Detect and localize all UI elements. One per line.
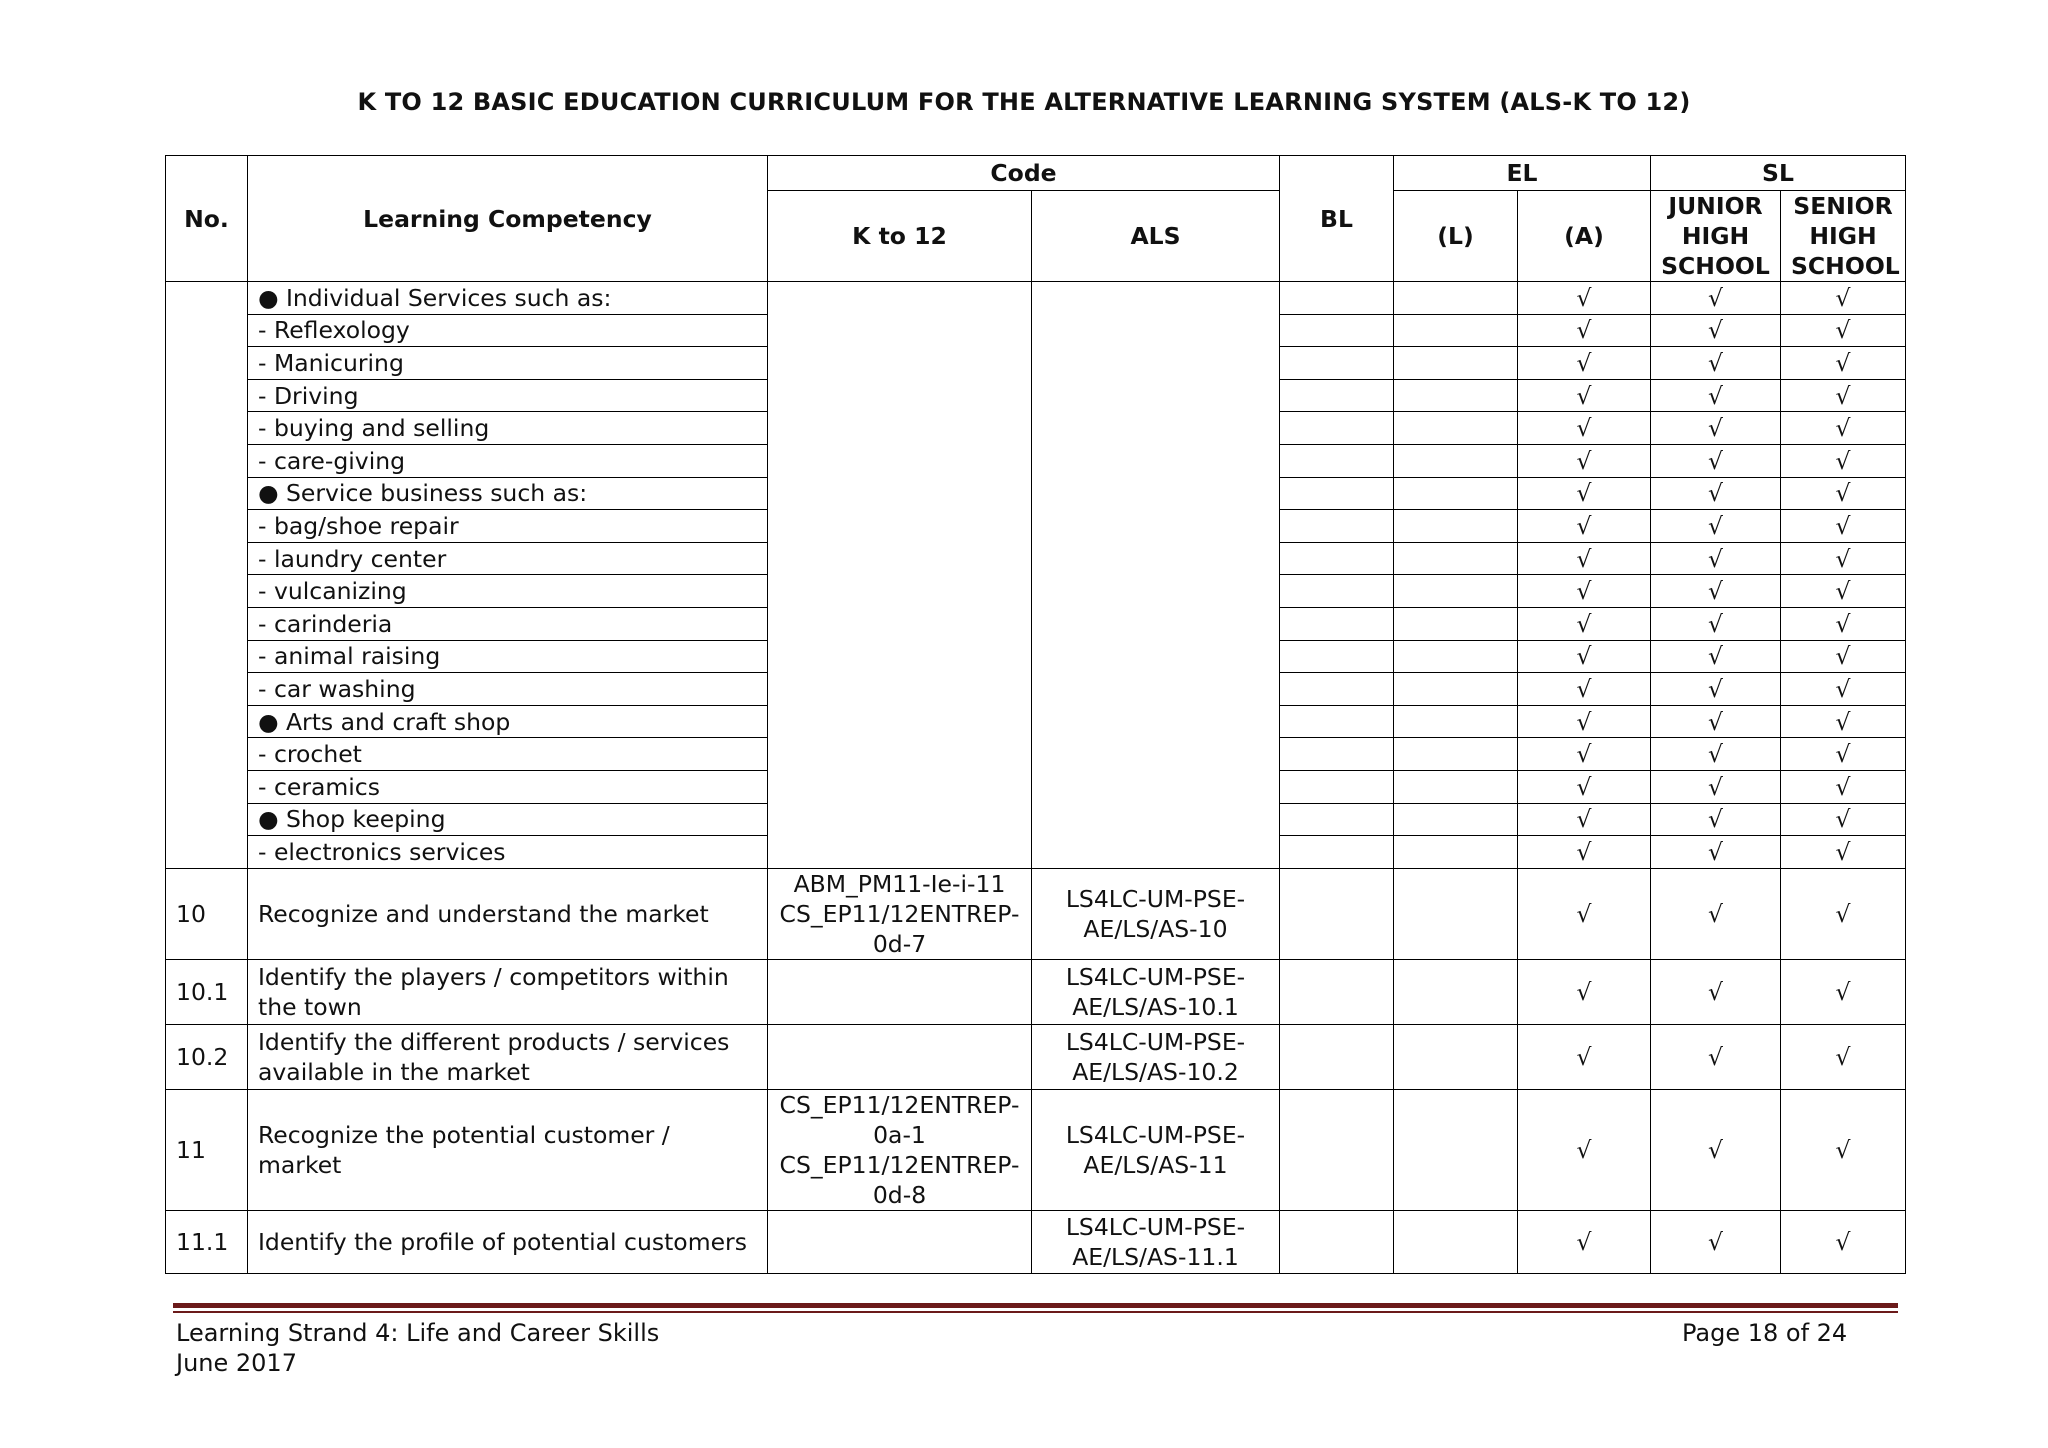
footer-rule [173,1303,1898,1308]
el-a-check: √ [1518,640,1651,673]
shs-check: √ [1781,1024,1906,1089]
no-cell-empty [166,282,248,869]
shs-check: √ [1781,803,1906,836]
shs-check: √ [1781,607,1906,640]
header-k-to-12: K to 12 [768,191,1032,282]
el-a-check: √ [1518,705,1651,738]
el-a-check: √ [1518,510,1651,543]
row-number: 11 [166,1089,248,1210]
sub-item-text: - electronics services [248,836,768,869]
el-l-cell [1394,607,1518,640]
als-code: LS4LC-UM-PSE-AE/LS/AS-10.2 [1032,1024,1280,1089]
als-code: LS4LC-UM-PSE-AE/LS/AS-11 [1032,1089,1280,1210]
competency-row [166,959,1906,1024]
bl-cell [1280,510,1394,543]
el-l-cell [1394,705,1518,738]
footer-left [176,1318,659,1378]
el-a-check: √ [1518,738,1651,771]
jhs-check: √ [1651,868,1781,959]
k12-code: ABM_PM11-Ie-i-11 CS_EP11/12ENTREP-0d-7 [768,868,1032,959]
shs-check: √ [1781,575,1906,608]
learning-competency: Identify the different products / services available in the market [248,1024,768,1089]
el-l-cell [1394,803,1518,836]
curriculum-table [165,155,1906,1274]
jhs-check: √ [1651,640,1781,673]
sub-item-text: - buying and selling [248,412,768,445]
shs-check: √ [1781,1089,1906,1210]
bl-cell [1280,314,1394,347]
el-l-cell [1394,510,1518,543]
el-a-check: √ [1518,803,1651,836]
bl-cell [1280,607,1394,640]
shs-check: √ [1781,836,1906,869]
jhs-check: √ [1651,510,1781,543]
sub-item-text: - bag/shoe repair [248,510,768,543]
bl-cell [1280,282,1394,315]
table-header [166,156,1906,282]
shs-check: √ [1781,282,1906,315]
el-a-check: √ [1518,959,1651,1024]
el-l-cell [1394,412,1518,445]
header-el-a: (A) [1518,191,1651,282]
jhs-check: √ [1651,607,1781,640]
sub-item-text: - animal raising [248,640,768,673]
jhs-check: √ [1651,770,1781,803]
als-code: LS4LC-UM-PSE-AE/LS/AS-10.1 [1032,959,1280,1024]
jhs-check: √ [1651,1089,1781,1210]
competency-rows-body [166,868,1906,1273]
shs-check: √ [1781,314,1906,347]
el-a-check: √ [1518,1210,1651,1273]
el-l-cell [1394,836,1518,869]
sub-item-text: ● Arts and craft shop [248,705,768,738]
bl-cell [1280,738,1394,771]
als-code: LS4LC-UM-PSE-AE/LS/AS-11.1 [1032,1210,1280,1273]
jhs-check: √ [1651,738,1781,771]
competency-row [166,1024,1906,1089]
el-l-cell [1394,673,1518,706]
el-l-cell [1394,640,1518,673]
shs-check: √ [1781,868,1906,959]
jhs-check: √ [1651,959,1781,1024]
header-no: No. [166,156,248,282]
bl-cell [1280,575,1394,608]
jhs-check: √ [1651,803,1781,836]
bl-cell [1280,542,1394,575]
shs-check: √ [1781,959,1906,1024]
bl-cell [1280,640,1394,673]
sub-item-text: - Manicuring [248,347,768,380]
sub-item-text: - Reflexology [248,314,768,347]
sub-item-text: - carinderia [248,607,768,640]
el-l-cell [1394,477,1518,510]
learning-competency: Identify the players / competitors within the town [248,959,768,1024]
bl-cell [1280,1024,1394,1089]
el-a-check: √ [1518,836,1651,869]
el-a-check: √ [1518,868,1651,959]
shs-check: √ [1781,1210,1906,1273]
sub-item-row [166,282,1906,315]
sub-item-text: - Driving [248,379,768,412]
row-number: 10.1 [166,959,248,1024]
header-bl: BL [1280,156,1394,282]
el-a-check: √ [1518,607,1651,640]
el-a-check: √ [1518,412,1651,445]
jhs-check: √ [1651,444,1781,477]
jhs-check: √ [1651,412,1781,445]
bl-cell [1280,836,1394,869]
jhs-check: √ [1651,542,1781,575]
shs-check: √ [1781,379,1906,412]
bl-cell [1280,1210,1394,1273]
bl-cell [1280,959,1394,1024]
el-a-check: √ [1518,444,1651,477]
shs-check: √ [1781,412,1906,445]
learning-competency: Recognize the potential customer / market [248,1089,768,1210]
sub-item-text: - ceramics [248,770,768,803]
row-number: 10 [166,868,248,959]
jhs-check: √ [1651,575,1781,608]
bl-cell [1280,347,1394,380]
el-a-check: √ [1518,770,1651,803]
jhs-check: √ [1651,379,1781,412]
row-number: 10.2 [166,1024,248,1089]
als-code: LS4LC-UM-PSE-AE/LS/AS-10 [1032,868,1280,959]
k12-code: CS_EP11/12ENTREP-0a-1 CS_EP11/12ENTREP-0d-8 [768,1089,1032,1210]
shs-check: √ [1781,738,1906,771]
sub-item-text: - care-giving [248,444,768,477]
k12-code [768,959,1032,1024]
bl-cell [1280,705,1394,738]
jhs-check: √ [1651,477,1781,510]
el-a-check: √ [1518,1024,1651,1089]
shs-check: √ [1781,542,1906,575]
el-a-check: √ [1518,282,1651,315]
el-l-cell [1394,347,1518,380]
header-learning-competency: Learning Competency [248,156,768,282]
jhs-check: √ [1651,836,1781,869]
header-als: ALS [1032,191,1280,282]
k12-code [768,1024,1032,1089]
el-l-cell [1394,542,1518,575]
sub-item-text: - laundry center [248,542,768,575]
bl-cell [1280,803,1394,836]
bl-cell [1280,868,1394,959]
jhs-check: √ [1651,673,1781,706]
shs-check: √ [1781,770,1906,803]
footer-page-number: Page 18 of 24 [1682,1319,1848,1347]
jhs-check: √ [1651,1210,1781,1273]
el-l-cell [1394,770,1518,803]
header-junior-high-school: JUNIOR HIGH SCHOOL [1651,191,1781,282]
el-l-cell [1394,1089,1518,1210]
header-code: Code [768,156,1280,191]
learning-competency: Identify the profile of potential customers [248,1210,768,1273]
el-a-check: √ [1518,477,1651,510]
sub-item-text: ● Shop keeping [248,803,768,836]
bl-cell [1280,412,1394,445]
k12-code-empty [768,282,1032,869]
sub-items-body [166,282,1906,869]
el-a-check: √ [1518,314,1651,347]
sub-item-text: ● Service business such as: [248,477,768,510]
bl-cell [1280,379,1394,412]
el-l-cell [1394,868,1518,959]
header-el-l: (L) [1394,191,1518,282]
sub-item-text: - vulcanizing [248,575,768,608]
el-a-check: √ [1518,542,1651,575]
k12-code [768,1210,1032,1273]
shs-check: √ [1781,510,1906,543]
competency-row [166,1210,1906,1273]
footer-rule-thin [173,1311,1898,1313]
shs-check: √ [1781,477,1906,510]
jhs-check: √ [1651,314,1781,347]
sub-item-text: - car washing [248,673,768,706]
el-a-check: √ [1518,347,1651,380]
header-senior-high-school: SENIOR HIGH SCHOOL [1781,191,1906,282]
el-a-check: √ [1518,673,1651,706]
footer-strand: Learning Strand 4: Life and Career Skills [176,1319,660,1347]
jhs-check: √ [1651,347,1781,380]
el-l-cell [1394,314,1518,347]
header-sl: SL [1651,156,1906,191]
el-a-check: √ [1518,575,1651,608]
el-l-cell [1394,282,1518,315]
el-l-cell [1394,1024,1518,1089]
el-a-check: √ [1518,1089,1651,1210]
bl-cell [1280,1089,1394,1210]
jhs-check: √ [1651,282,1781,315]
bl-cell [1280,444,1394,477]
el-l-cell [1394,738,1518,771]
bl-cell [1280,770,1394,803]
document-title: K TO 12 BASIC EDUCATION CURRICULUM FOR THE ALTERNATIVE LEARNING SYSTEM (ALS-K TO 12) [357,88,1691,116]
bl-cell [1280,477,1394,510]
header-el: EL [1394,156,1651,191]
row-number: 11.1 [166,1210,248,1273]
jhs-check: √ [1651,1024,1781,1089]
shs-check: √ [1781,705,1906,738]
bl-cell [1280,673,1394,706]
el-a-check: √ [1518,379,1651,412]
el-l-cell [1394,379,1518,412]
shs-check: √ [1781,444,1906,477]
jhs-check: √ [1651,705,1781,738]
el-l-cell [1394,444,1518,477]
sub-item-text: - crochet [248,738,768,771]
el-l-cell [1394,959,1518,1024]
footer-date: June 2017 [176,1349,297,1377]
shs-check: √ [1781,640,1906,673]
als-code-empty [1032,282,1280,869]
competency-row [166,868,1906,959]
competency-row [166,1089,1906,1210]
shs-check: √ [1781,673,1906,706]
sub-item-text: ● Individual Services such as: [248,282,768,315]
learning-competency: Recognize and understand the market [248,868,768,959]
el-l-cell [1394,1210,1518,1273]
shs-check: √ [1781,347,1906,380]
el-l-cell [1394,575,1518,608]
